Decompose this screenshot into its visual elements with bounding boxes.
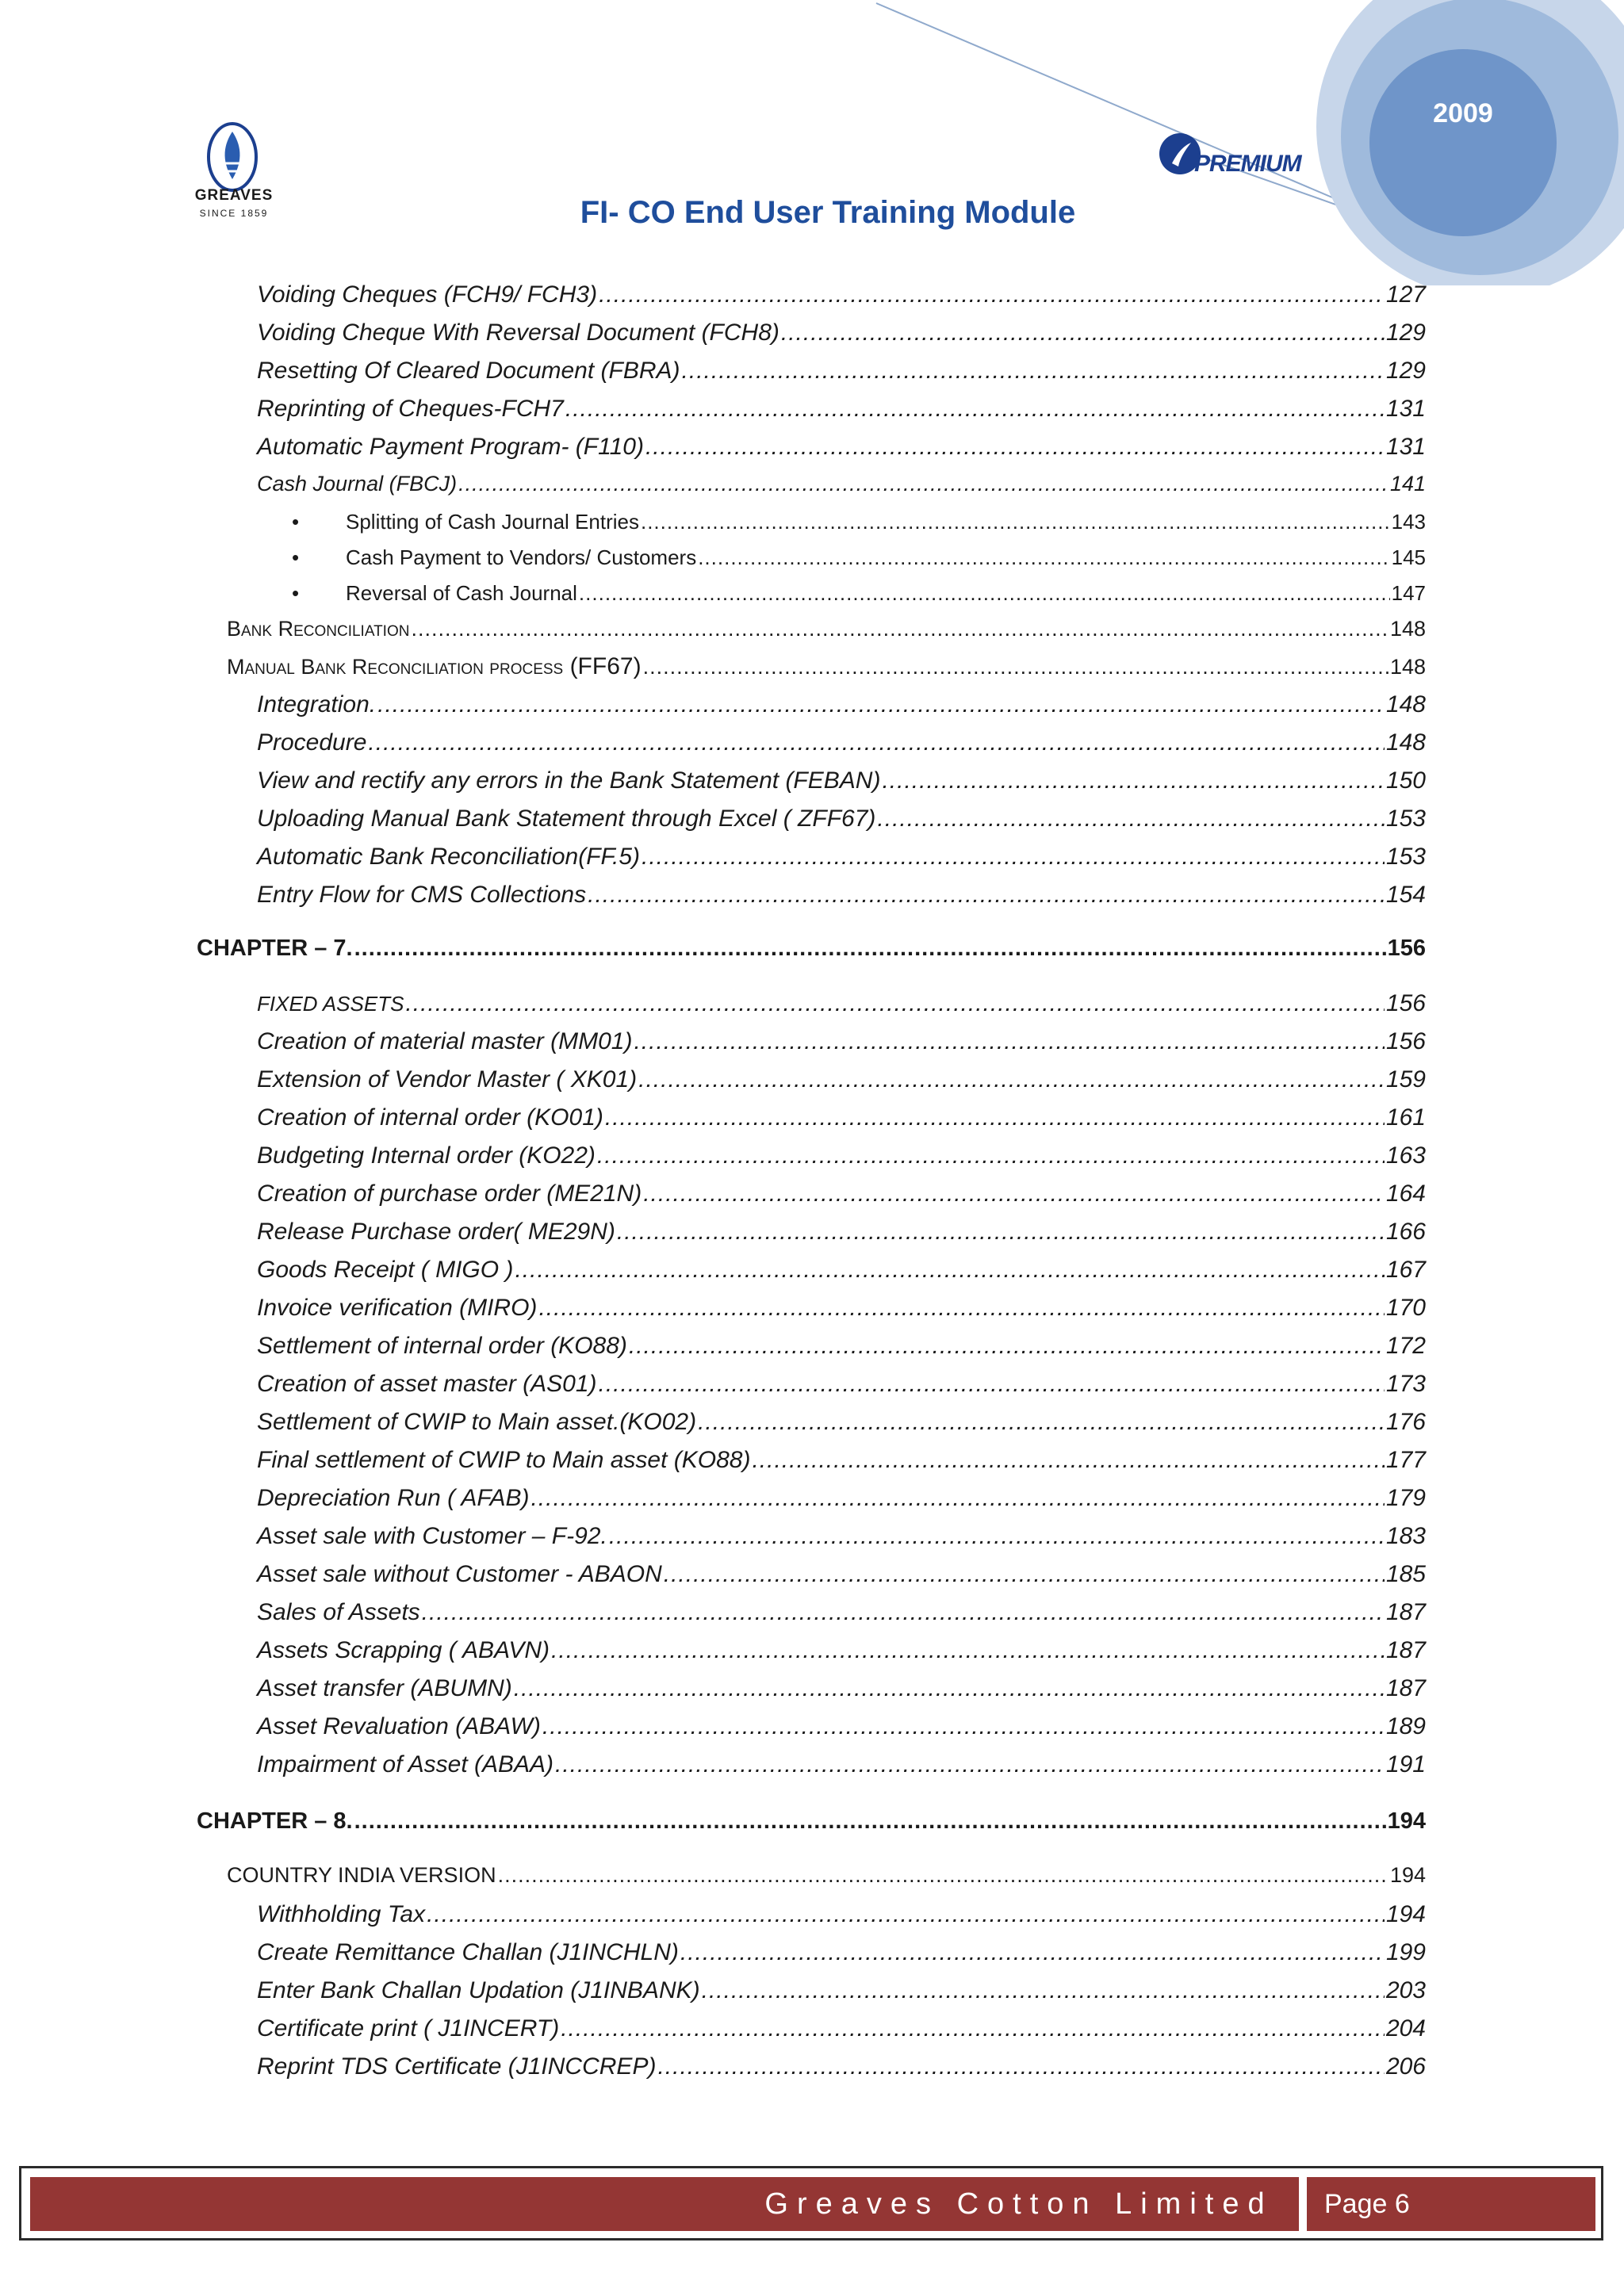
- toc-entry-title: Settlement of CWIP to Main asset.(KO02): [257, 1409, 697, 1435]
- toc-entry-page: 148: [1385, 691, 1426, 718]
- dot-leader: [354, 1808, 1386, 1835]
- toc-entry-page: 203: [1385, 1977, 1426, 2003]
- toc-entry[interactable]: [257, 1181, 1426, 1207]
- dot-leader: [752, 1447, 1384, 1474]
- dot-leader: [698, 545, 1389, 570]
- toc-entry-title: Invoice verification (MIRO): [257, 1295, 538, 1321]
- year-label: 2009: [1433, 98, 1493, 128]
- toc-entry-title: Release Purchase order( ME29N): [257, 1219, 615, 1245]
- toc-entry[interactable]: [197, 936, 1426, 962]
- toc-entry[interactable]: [257, 358, 1426, 385]
- dot-leader: [405, 990, 1385, 1017]
- toc-entry-title: Settlement of internal order (KO88): [257, 1333, 627, 1359]
- toc-entry-page: 166: [1385, 1219, 1426, 1245]
- toc-entry[interactable]: [257, 1142, 1426, 1169]
- toc-entry[interactable]: [257, 472, 1426, 496]
- toc-entry-title: Splitting of Cash Journal Entries: [346, 510, 639, 534]
- toc-entry[interactable]: [292, 581, 1426, 606]
- toc-entry[interactable]: [257, 1409, 1426, 1436]
- toc-entry-page: 187: [1385, 1675, 1426, 1701]
- toc-entry-page: 127: [1385, 281, 1426, 308]
- toc-entry[interactable]: [257, 1295, 1426, 1322]
- toc-entry-page: 143: [1391, 510, 1426, 534]
- dot-leader: [680, 1939, 1385, 1966]
- toc-entry-page: 156: [1385, 990, 1426, 1016]
- toc-entry-page: 191: [1385, 1751, 1426, 1777]
- dot-leader: [458, 472, 1388, 496]
- toc-entry-page: 145: [1391, 545, 1426, 569]
- toc-entry-title: Manual Bank Reconciliation process: [227, 655, 564, 679]
- toc-entry-page: 141: [1389, 472, 1426, 496]
- toc-entry-title: Depreciation Run ( AFAB): [257, 1485, 530, 1511]
- dot-leader: [565, 396, 1385, 423]
- document-title: FI- CO End User Training Module: [580, 195, 1076, 230]
- toc-entry[interactable]: [257, 767, 1426, 794]
- toc-entry-title: Assets Scrapping ( ABAVN): [257, 1637, 550, 1663]
- dot-leader: [638, 1066, 1385, 1093]
- toc-entry-page: 187: [1385, 1637, 1426, 1663]
- toc-entry-title: Entry Flow for CMS Collections: [257, 882, 587, 908]
- toc-entry-page: 194: [1389, 1863, 1426, 1887]
- dot-leader: [702, 1977, 1385, 2004]
- toc-entry-page: 170: [1385, 1295, 1426, 1321]
- dot-leader: [877, 806, 1385, 832]
- toc-entry-title: Creation of material master (MM01): [257, 1028, 633, 1054]
- dot-leader: [530, 1485, 1384, 1512]
- toc-entry-page: 129: [1385, 320, 1426, 346]
- toc-entry-page: 204: [1385, 2015, 1426, 2042]
- dot-leader: [377, 691, 1385, 718]
- toc-entry-page: 179: [1385, 1485, 1426, 1511]
- dot-leader: [555, 1751, 1385, 1778]
- dot-leader: [617, 1219, 1385, 1246]
- toc-entry-page: 148: [1385, 729, 1426, 756]
- toc-entry-page: 185: [1385, 1561, 1426, 1587]
- toc-entry-title: Impairment of Asset (ABAA): [257, 1751, 554, 1777]
- bullet-icon: •: [292, 510, 300, 534]
- toc-entry-page: 156: [1385, 1028, 1426, 1054]
- toc-entry[interactable]: [257, 990, 1426, 1017]
- dot-leader: [664, 1561, 1385, 1588]
- toc-entry[interactable]: [257, 2053, 1426, 2080]
- dot-leader: [698, 1409, 1385, 1436]
- dot-leader: [643, 655, 1388, 679]
- dot-leader: [354, 936, 1386, 962]
- toc-entry-page: 148: [1389, 617, 1426, 641]
- toc-entry[interactable]: [257, 1637, 1426, 1664]
- dot-leader: [498, 1863, 1388, 1888]
- dot-leader: [561, 2015, 1385, 2042]
- dot-leader: [599, 1371, 1385, 1398]
- dot-leader: [588, 882, 1385, 909]
- toc-entry-title: Automatic Bank Reconciliation(FF.5): [257, 844, 640, 870]
- toc-entry[interactable]: [257, 1751, 1426, 1778]
- toc-entry-title: Enter Bank Challan Updation (J1INBANK): [257, 1977, 700, 2003]
- toc-entry-title: Reversal of Cash Journal: [346, 581, 577, 605]
- dot-leader: [579, 581, 1390, 606]
- toc-entry-page: 163: [1385, 1142, 1426, 1169]
- toc-entry[interactable]: [257, 1028, 1426, 1055]
- toc-entry-page: 189: [1385, 1713, 1426, 1739]
- dot-leader: [682, 358, 1385, 385]
- toc-entry[interactable]: [257, 320, 1426, 346]
- toc-entry[interactable]: [227, 1863, 1426, 1888]
- toc-entry-title: Creation of asset master (AS01): [257, 1371, 597, 1397]
- toc-entry[interactable]: [257, 1713, 1426, 1740]
- toc-entry-title: Sales of Assets: [257, 1599, 420, 1625]
- dot-leader: [422, 1599, 1385, 1626]
- toc-entry-title: Cash Payment to Vendors/ Customers: [346, 545, 697, 569]
- footer-company-name: Greaves Cotton Limited: [764, 2187, 1274, 2221]
- toc-entry-page: 194: [1385, 1901, 1426, 1927]
- toc-entry-title: Asset sale with Customer – F-92.: [257, 1523, 607, 1549]
- footer-separator: [1299, 2177, 1307, 2231]
- toc-entry-title: CHAPTER – 8.: [197, 1808, 353, 1834]
- toc-entry-page: 159: [1385, 1066, 1426, 1093]
- toc-entry-page: 161: [1385, 1104, 1426, 1131]
- toc-entry-title: Reprint TDS Certificate (J1INCCREP): [257, 2053, 657, 2080]
- toc-entry-page: 206: [1385, 2053, 1426, 2080]
- toc-entry-page: 187: [1385, 1599, 1426, 1625]
- toc-entry-page: 167: [1385, 1257, 1426, 1283]
- toc-entry[interactable]: [257, 691, 1426, 718]
- toc-entry[interactable]: [257, 1066, 1426, 1093]
- toc-entry-page: 156: [1387, 936, 1426, 961]
- toc-entry[interactable]: [257, 434, 1426, 461]
- toc-entry[interactable]: [257, 1939, 1426, 1966]
- toc-entry-page: 172: [1385, 1333, 1426, 1359]
- toc-entry[interactable]: [257, 2015, 1426, 2042]
- toc-entry-title: Cash Journal (FBCJ): [257, 472, 458, 496]
- toc-entry-page: 153: [1385, 844, 1426, 870]
- toc-entry-title: Creation of purchase order (ME21N): [257, 1181, 642, 1207]
- toc-entry-title: Resetting Of Cleared Document (FBRA): [257, 358, 680, 384]
- toc-entry[interactable]: [257, 1257, 1426, 1284]
- toc-entry-title: Asset Revaluation (ABAW): [257, 1713, 541, 1739]
- dot-leader: [882, 767, 1384, 794]
- dot-leader: [599, 281, 1385, 308]
- toc-entry[interactable]: [257, 1901, 1426, 1928]
- toc-entry-page: 153: [1385, 806, 1426, 832]
- greaves-logo-subtext: SINCE 1859: [199, 208, 269, 219]
- dot-leader: [641, 510, 1390, 534]
- dot-leader: [538, 1295, 1385, 1322]
- toc-entry[interactable]: [292, 510, 1426, 534]
- toc-entry-page: 183: [1385, 1523, 1426, 1549]
- toc-entry-title: Automatic Payment Program- (F110): [257, 434, 644, 460]
- toc-entry-suffix: (FF67): [563, 653, 642, 679]
- toc-entry-page: 148: [1389, 655, 1426, 679]
- toc-entry-title: Create Remittance Challan (J1INCHLN): [257, 1939, 679, 1965]
- dot-leader: [542, 1713, 1385, 1740]
- toc-entry[interactable]: [257, 1561, 1426, 1588]
- toc-entry[interactable]: [257, 1447, 1426, 1474]
- dot-leader: [643, 1181, 1385, 1207]
- toc-entry-page: 154: [1385, 882, 1426, 908]
- toc-entry-title: CHAPTER – 7.: [197, 936, 353, 961]
- toc-entry-title: Bank Reconciliation: [227, 617, 410, 641]
- toc-entry[interactable]: [257, 1333, 1426, 1360]
- toc-entry-page: 199: [1385, 1939, 1426, 1965]
- toc-entry-title: Asset sale without Customer - ABAON: [257, 1561, 662, 1587]
- premium-logo-text: PREMIUM: [1194, 151, 1301, 177]
- toc-entry[interactable]: [227, 617, 1426, 641]
- toc-entry-title: Certificate print ( J1INCERT): [257, 2015, 560, 2042]
- toc-entry-title: Goods Receipt ( MIGO ): [257, 1257, 514, 1283]
- toc-entry[interactable]: [257, 1599, 1426, 1626]
- toc-entry-page: 129: [1385, 358, 1426, 384]
- bullet-icon: •: [292, 581, 300, 605]
- toc-entry-title: Budgeting Internal order (KO22): [257, 1142, 596, 1169]
- toc-entry[interactable]: [257, 1104, 1426, 1131]
- toc-entry-title: Integration.: [257, 691, 377, 718]
- toc-entry[interactable]: [257, 1371, 1426, 1398]
- bullet-icon: •: [292, 545, 300, 569]
- toc-entry[interactable]: [257, 281, 1426, 308]
- dot-leader: [514, 1675, 1385, 1702]
- toc-entry[interactable]: [227, 653, 1426, 680]
- toc-entry-page: 150: [1385, 767, 1426, 794]
- toc-entry-title: Uploading Manual Bank Statement through Excel ( ZFF67): [257, 806, 876, 832]
- toc-entry-title: Extension of Vendor Master ( XK01): [257, 1066, 638, 1093]
- dot-leader: [645, 434, 1385, 461]
- dot-leader: [597, 1142, 1385, 1169]
- toc-entry[interactable]: [197, 1808, 1426, 1835]
- toc-entry-title: Reprinting of Cheques-FCH7: [257, 396, 564, 422]
- dot-leader: [551, 1637, 1385, 1664]
- dot-leader: [515, 1257, 1385, 1284]
- dot-leader: [605, 1104, 1385, 1131]
- toc-entry[interactable]: [257, 1977, 1426, 2004]
- dot-leader: [427, 1901, 1385, 1928]
- dot-leader: [781, 320, 1385, 346]
- toc-entry[interactable]: [257, 1485, 1426, 1512]
- toc-entry-page: 131: [1385, 396, 1426, 422]
- dot-leader: [634, 1028, 1384, 1055]
- toc-entry-page: 131: [1385, 434, 1426, 460]
- toc-entry-title: FIXED ASSETS: [257, 992, 404, 1016]
- toc-entry-title: Voiding Cheques (FCH9/ FCH3): [257, 281, 598, 308]
- toc-entry-page: 177: [1385, 1447, 1426, 1473]
- toc-entry-title: View and rectify any errors in the Bank Statement (FEBAN): [257, 767, 881, 794]
- toc-entry[interactable]: [292, 545, 1426, 570]
- toc-entry-page: 194: [1387, 1808, 1426, 1834]
- dot-leader: [642, 844, 1385, 871]
- toc-entry-title: COUNTRY INDIA VERSION: [227, 1863, 496, 1887]
- toc-entry[interactable]: [257, 1675, 1426, 1702]
- greaves-logo-text: GREAVES: [194, 187, 274, 204]
- toc-entry-title: Voiding Cheque With Reversal Document (FCH8): [257, 320, 779, 346]
- dot-leader: [411, 617, 1388, 641]
- toc-entry[interactable]: [257, 1523, 1426, 1550]
- toc-entry-title: Procedure: [257, 729, 367, 756]
- toc-entry-page: 173: [1385, 1371, 1426, 1397]
- toc-entry-title: Final settlement of CWIP to Main asset (KO88): [257, 1447, 751, 1473]
- toc-entry[interactable]: [257, 1219, 1426, 1246]
- toc-entry-title: Creation of internal order (KO01): [257, 1104, 603, 1131]
- toc-entry[interactable]: [257, 729, 1426, 756]
- toc-entry[interactable]: [257, 806, 1426, 832]
- footer-page-number: Page 6: [1324, 2189, 1410, 2219]
- toc-entry-title: Withholding Tax: [257, 1901, 426, 1927]
- dot-leader: [609, 1523, 1385, 1550]
- dot-leader: [368, 729, 1385, 756]
- toc-entry-page: 164: [1385, 1181, 1426, 1207]
- dot-leader: [629, 1333, 1385, 1360]
- toc-entry-title: Asset transfer (ABUMN): [257, 1675, 512, 1701]
- dot-leader: [657, 2053, 1385, 2080]
- toc-entry[interactable]: [257, 882, 1426, 909]
- toc-entry[interactable]: [257, 396, 1426, 423]
- toc-entry[interactable]: [257, 844, 1426, 871]
- toc-entry-page: 176: [1385, 1409, 1426, 1435]
- toc-entry-page: 147: [1391, 581, 1426, 605]
